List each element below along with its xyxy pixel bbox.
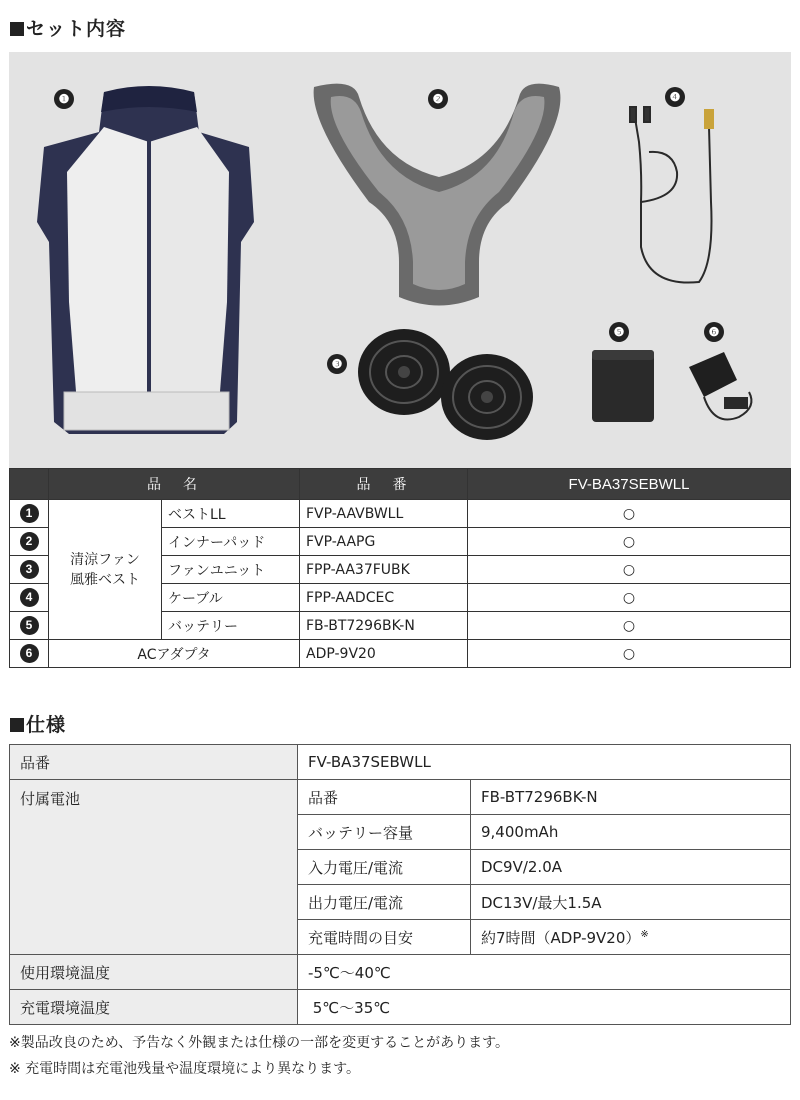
product-illustration	[9, 52, 791, 468]
row-number-icon: 3	[20, 560, 39, 579]
item-name: バッテリー	[162, 612, 300, 640]
inner-pad-illustration	[314, 84, 561, 306]
item-name: ファンユニット	[162, 556, 300, 584]
item-number-4-icon: ❹	[665, 87, 685, 107]
item-number-6-icon: ❻	[704, 322, 724, 342]
row-number-icon: 4	[20, 588, 39, 607]
fan-unit-illustration	[358, 329, 533, 440]
battery-spec-label: バッテリー容量	[298, 815, 471, 850]
set-contents-title-text: セット内容	[26, 18, 127, 40]
item-name: ベストLL	[162, 500, 300, 528]
header-blank	[10, 469, 49, 500]
item-number-1-icon: ❶	[54, 89, 74, 109]
header-number: 品 番	[300, 469, 468, 500]
row-number-icon: 2	[20, 532, 39, 551]
included-mark-text: ○	[622, 533, 636, 550]
item-number-3-icon: ❸	[327, 354, 347, 374]
battery-spec-label: 充電時間の目安	[298, 920, 471, 955]
included-mark	[468, 584, 791, 612]
spec-value: FV-BA37SEBWLL	[298, 745, 791, 780]
spec-row	[10, 955, 791, 990]
table-row	[10, 500, 791, 528]
battery-spec-value: 9,400mAh	[471, 815, 791, 850]
item-code: FPP-AA37FUBK	[300, 556, 468, 584]
spec-table	[9, 744, 791, 1025]
battery-spec-label: 入力電圧/電流	[298, 850, 471, 885]
header-model: FV-BA37SEBWLL	[468, 469, 791, 500]
battery-spec-label: 品番	[298, 780, 471, 815]
item-code: FPP-AADCEC	[300, 584, 468, 612]
row-number-icon: 6	[20, 644, 39, 663]
included-mark-text: ○	[622, 589, 636, 606]
item-code: ADP-9V20	[300, 640, 468, 668]
charge-time-text: 約7時間（ADP-9V20）	[481, 928, 641, 947]
battery-illustration	[592, 350, 654, 422]
battery-spec-value: DC9V/2.0A	[471, 850, 791, 885]
included-mark-text: ○	[622, 645, 636, 662]
footnote-2: ※ 充電時間は充電池残量や温度環境により異なります。	[9, 1061, 361, 1077]
spec-value: 5℃～35℃	[298, 990, 791, 1025]
set-contents-title	[10, 14, 126, 41]
battery-spec-value	[471, 920, 791, 955]
header-name: 品 名	[49, 469, 300, 500]
spec-row	[10, 780, 791, 815]
included-mark	[468, 500, 791, 528]
included-mark	[468, 612, 791, 640]
included-mark	[468, 556, 791, 584]
spec-row	[10, 745, 791, 780]
item-code: FVP-AAPG	[300, 528, 468, 556]
group-label	[49, 500, 162, 640]
product-photo	[9, 52, 791, 468]
included-mark-text: ○	[622, 617, 636, 634]
battery-spec-value: DC13V/最大1.5A	[471, 885, 791, 920]
item-number-5-icon: ❺	[609, 322, 629, 342]
item-name: インナーパッド	[162, 528, 300, 556]
spec-label: 充電環境温度	[10, 990, 298, 1025]
spec-row	[10, 990, 791, 1025]
included-mark-text: ○	[622, 505, 636, 522]
item-name: ACアダプタ	[49, 640, 300, 668]
row-number-icon: 1	[20, 504, 39, 523]
table-row	[10, 640, 791, 668]
table-header-row	[10, 469, 791, 500]
battery-spec-label: 出力電圧/電流	[298, 885, 471, 920]
battery-spec-value: FB-BT7296BK-N	[471, 780, 791, 815]
spec-label: 品番	[10, 745, 298, 780]
spec-label: 使用環境温度	[10, 955, 298, 990]
spec-title	[10, 710, 66, 737]
spec-value: -5℃～40℃	[298, 955, 791, 990]
group-label-line2: 風雅ベスト	[70, 571, 140, 588]
vest-illustration	[37, 86, 254, 434]
footnote-mark: ※	[640, 928, 649, 940]
group-label-line1: 清涼ファン	[70, 551, 140, 568]
item-name: ケーブル	[162, 584, 300, 612]
footnote-1: ※製品改良のため、予告なく外観または仕様の一部を変更することがあります。	[9, 1035, 510, 1051]
ac-adapter-illustration	[689, 352, 751, 420]
spec-title-text: 仕様	[26, 714, 67, 736]
included-mark	[468, 528, 791, 556]
item-code: FVP-AAVBWLL	[300, 500, 468, 528]
included-mark-text: ○	[622, 561, 636, 578]
item-code: FB-BT7296BK-N	[300, 612, 468, 640]
set-contents-table	[9, 468, 791, 668]
row-number-icon: 5	[20, 616, 39, 635]
cable-illustration	[630, 107, 713, 283]
spec-label: 付属電池	[10, 780, 298, 955]
square-icon	[10, 22, 24, 36]
included-mark	[468, 640, 791, 668]
item-number-2-icon: ❷	[428, 89, 448, 109]
square-icon	[10, 718, 24, 732]
